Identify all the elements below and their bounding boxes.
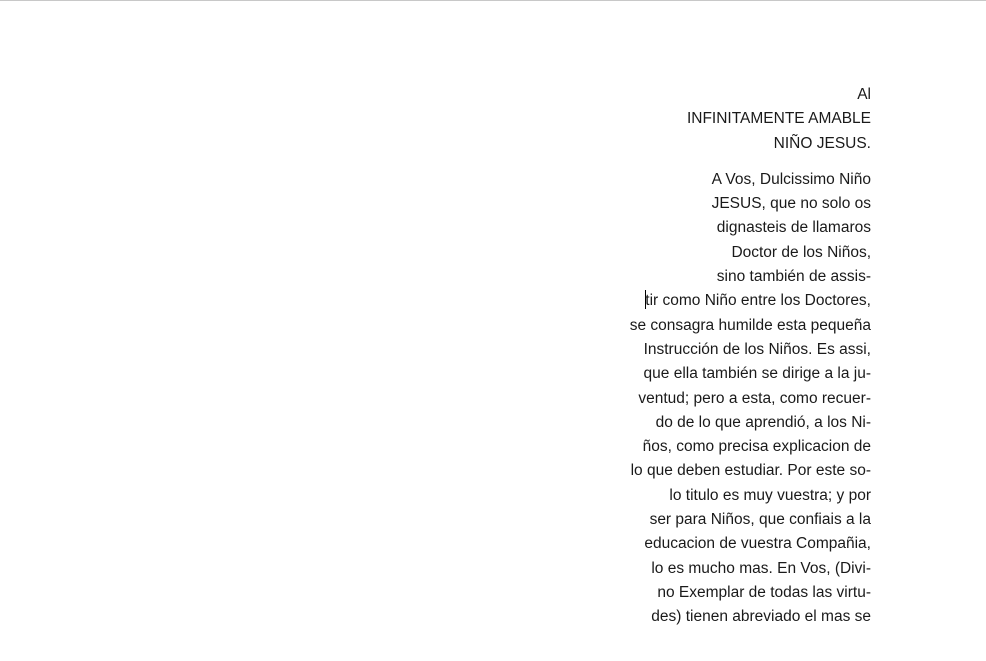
dedication-heading	[451, 83, 871, 156]
body-line: sino también de assis-	[716, 268, 871, 286]
dedication-line: NIÑO JESUS.	[773, 134, 871, 152]
body-line: JESUS, que no solo os	[711, 195, 871, 213]
body-line: A Vos, Dulcissimo Niño	[711, 170, 871, 188]
body-line-with-caret	[451, 289, 871, 313]
body-line: lo es mucho mas. En Vos, (Divi-	[651, 559, 871, 577]
body-line: Instrucción de los Niños. Es assi,	[643, 340, 871, 358]
body-line-text: tir como Niño entre los Doctores,	[645, 292, 871, 310]
body-line: Doctor de los Niños,	[731, 243, 871, 261]
body-line: des) tienen abreviado el mas se	[651, 608, 871, 626]
body-line: educacion de vuestra Compañia,	[644, 535, 871, 553]
dedication-body[interactable]	[451, 168, 871, 630]
dedication-line: Al	[857, 86, 871, 103]
document-text[interactable]	[451, 83, 871, 630]
body-line: se consagra humilde esta pequeña	[629, 316, 871, 334]
body-line: que ella también se dirige a la ju-	[643, 365, 871, 383]
body-line: no Exemplar de todas las virtu-	[657, 583, 871, 601]
document-page[interactable]	[0, 1, 986, 661]
dedication-line: INFINITAMENTE AMABLE	[686, 110, 871, 128]
body-line: lo titulo es muy vuestra; y por	[669, 486, 871, 504]
body-line: do de lo que aprendió, a los Ni-	[655, 413, 871, 431]
body-line: ños, como precisa explicacion de	[642, 438, 871, 456]
body-line: lo que deben estudiar. Por este so-	[630, 462, 871, 480]
body-line: dignasteis de llamaros	[716, 219, 871, 237]
body-line: ventud; pero a esta, como recuer-	[638, 389, 871, 407]
body-line: ser para Niños, que confiais a la	[649, 511, 871, 529]
